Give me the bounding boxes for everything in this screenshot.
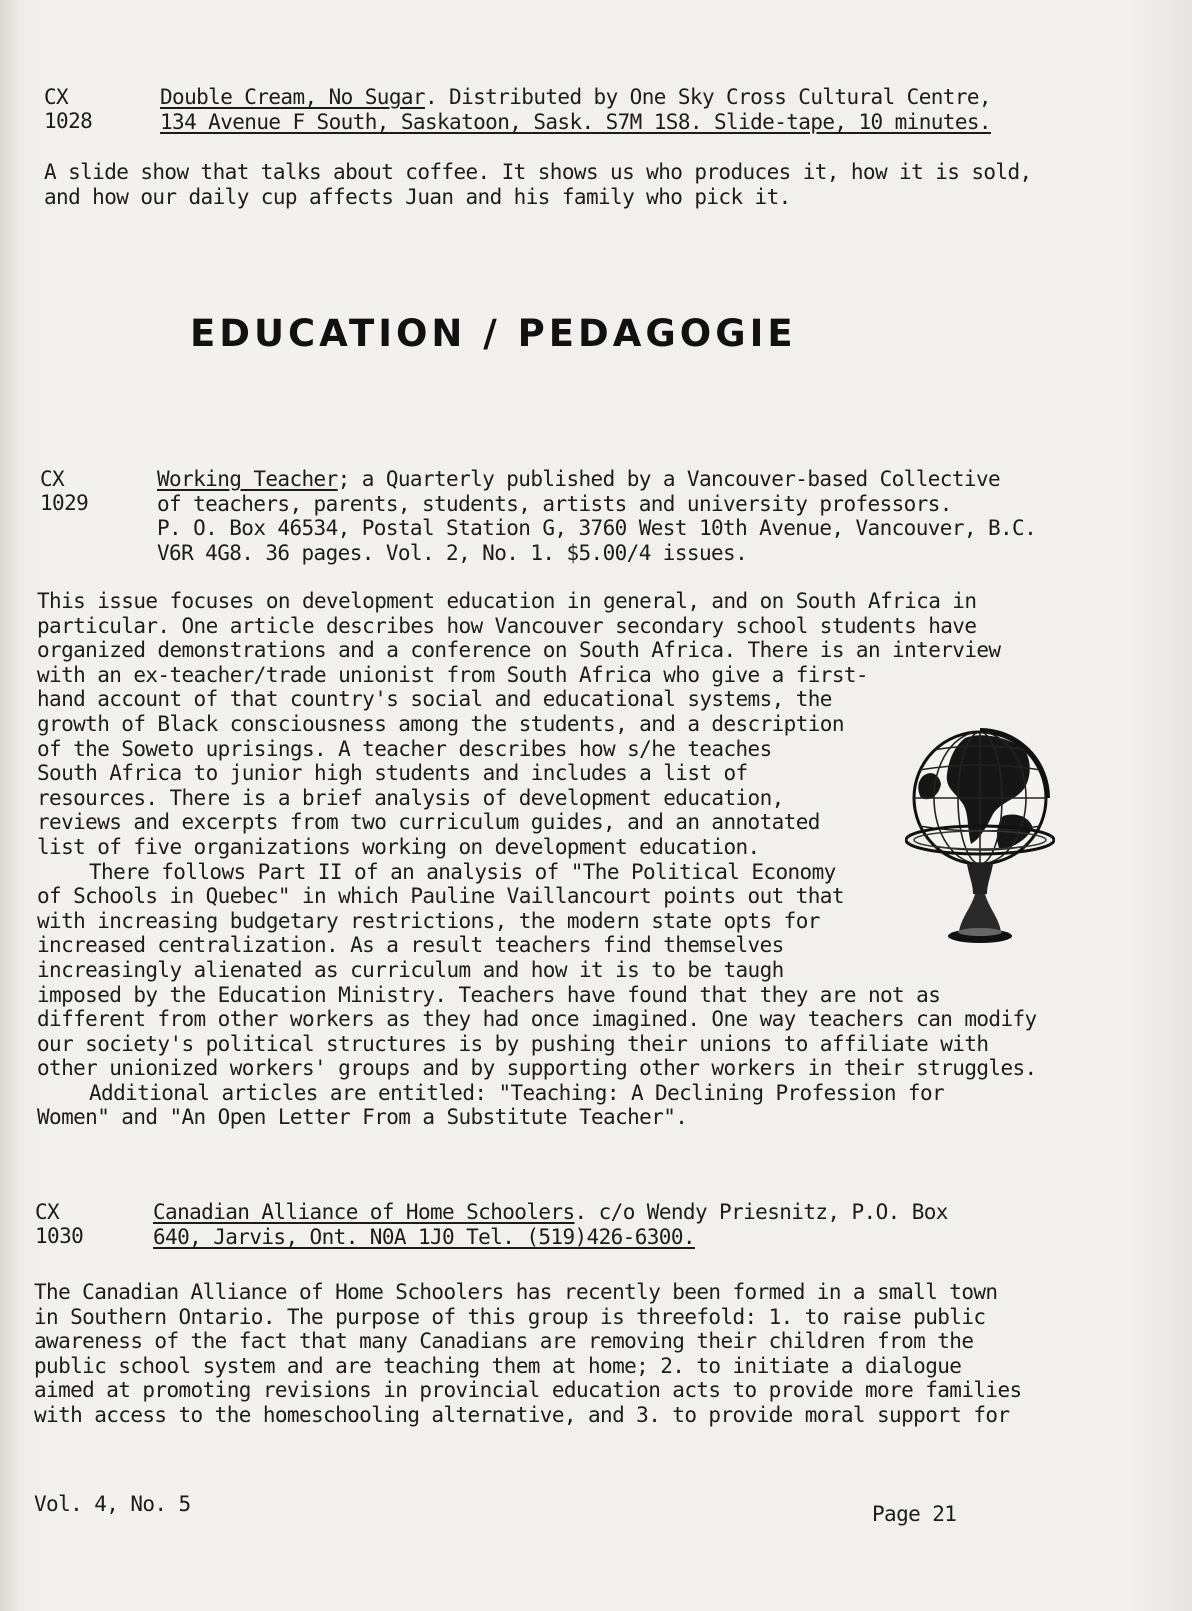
text-line: hand account of that country's social and educational systems, the: [37, 687, 832, 712]
reference-text: . c/o Wendy Priesnitz, P.O. Box: [574, 1200, 948, 1224]
text-line: There follows Part II of an analysis of "The Political Economy: [89, 859, 836, 884]
text-line: reviews and excerpts from two curriculum guides, and an annotated: [37, 810, 820, 835]
text-line: list of five organizations working on development education.: [37, 834, 760, 859]
globe-icon: [905, 718, 1055, 958]
entry-code: [35, 1200, 83, 1248]
reference-text: ; a Quarterly published by a Vancouver-based Collective: [337, 467, 1001, 491]
reference-line: [157, 467, 1036, 492]
code-prefix: CX: [35, 1200, 60, 1224]
entry-title: Canadian Alliance of Home Schoolers: [153, 1200, 575, 1224]
code-number: 1030: [35, 1224, 84, 1248]
entry-reference: [160, 85, 991, 134]
text-line: particular. One article describes how Vancouver secondary school students have: [37, 613, 977, 638]
entry-title: Double Cream, No Sugar: [160, 85, 425, 109]
text-line: growth of Black consciousness among the students, and a description: [37, 711, 844, 736]
section-heading: EDUCATION / PEDAGOGIE: [190, 312, 797, 355]
text-line: in Southern Ontario. The purpose of this group is threefold: 1. to raise public: [34, 1304, 986, 1329]
entry-description: [34, 1280, 1022, 1428]
text-line: resources. There is a brief analysis of development education,: [37, 785, 784, 810]
entry-reference: [153, 1200, 948, 1249]
entry-description: [44, 160, 1032, 209]
code-number: 1029: [40, 491, 89, 515]
text-line: aimed at promoting revisions in provincial education acts to provide more families: [34, 1378, 1022, 1403]
text-line: awareness of the fact that many Canadians are removing their children from the: [34, 1329, 974, 1354]
text-line: Additional articles are entitled: "Teaching: A Declining Profession for: [89, 1080, 945, 1105]
text-line: South Africa to junior high students and includes a list of: [37, 761, 748, 786]
reference-line: [160, 110, 991, 135]
entry-description: [37, 589, 1037, 1130]
text-line: our society's political structures is by pushing their unions to affiliate with: [37, 1031, 989, 1056]
text-line: This issue focuses on development education in general, and on South Africa in: [37, 589, 977, 613]
entry-title: Working Teacher: [157, 467, 338, 491]
text-line: public school system and are teaching them at home; 2. to initiate a dialogue: [34, 1353, 962, 1378]
text-line: with increasing budgetary restrictions, the modern state opts for: [37, 908, 820, 933]
text-line: organized demonstrations and a conference on South Africa. There is an interview: [37, 638, 1001, 663]
entry-code: [44, 85, 92, 133]
code-number: 1028: [44, 109, 93, 133]
reference-text: 640, Jarvis, Ont. N0A 1J0 Tel. (519)426-6300.: [153, 1224, 695, 1249]
reference-line: P. O. Box 46534, Postal Station G, 3760 West 10th Avenue, Vancouver, B.C.: [157, 516, 1037, 541]
entry-code: [40, 467, 88, 515]
reference-line: [160, 85, 991, 110]
reference-line: V6R 4G8. 36 pages. Vol. 2, No. 1. $5.00/4 issues.: [157, 540, 748, 565]
text-line: of the Soweto uprisings. A teacher describes how s/he teaches: [37, 736, 772, 761]
entry-reference: [157, 467, 1036, 565]
text-line: of Schools in Quebec" in which Pauline Vaillancourt points out that: [37, 884, 844, 909]
text-line: other unionized workers' groups and by supporting other workers in their struggles.: [37, 1056, 1037, 1081]
text-line: with access to the homeschooling alternative, and 3. to provide moral support for: [34, 1402, 1010, 1427]
volume-label: Vol. 4, No. 5: [34, 1492, 191, 1516]
text-line: A slide show that talks about coffee. It shows us who produces it, how it is sold,: [44, 160, 1032, 184]
text-line: imposed by the Education Ministry. Teachers have found that they are not as: [37, 982, 941, 1007]
reference-line: of teachers, parents, students, artists and university professors.: [157, 491, 952, 516]
code-prefix: CX: [44, 85, 69, 109]
text-line: different from other workers as they had once imagined. One way teachers can modify: [37, 1007, 1037, 1032]
code-prefix: CX: [40, 467, 65, 491]
text-line: The Canadian Alliance of Home Schoolers has recently been formed in a small town: [34, 1280, 998, 1304]
text-line: increasingly alienated as curriculum and how it is to be taugh: [37, 957, 784, 982]
text-line: with an ex-teacher/trade unionist from South Africa who give a first-: [37, 662, 868, 687]
text-line: and how our daily cup affects Juan and his family who pick it.: [44, 184, 791, 209]
text-line: increased centralization. As a result teachers find themselves: [37, 933, 784, 958]
reference-text: . Distributed by One Sky Cross Cultural Centre,: [424, 85, 991, 109]
text-line: Women" and "An Open Letter From a Substitute Teacher".: [37, 1105, 688, 1130]
page-number: Page 21: [872, 1502, 957, 1526]
reference-text: 134 Avenue F South, Saskatoon, Sask. S7M 1S8. Slide-tape, 10 minutes.: [160, 109, 991, 134]
reference-line: [153, 1200, 948, 1225]
reference-line: [153, 1225, 948, 1250]
